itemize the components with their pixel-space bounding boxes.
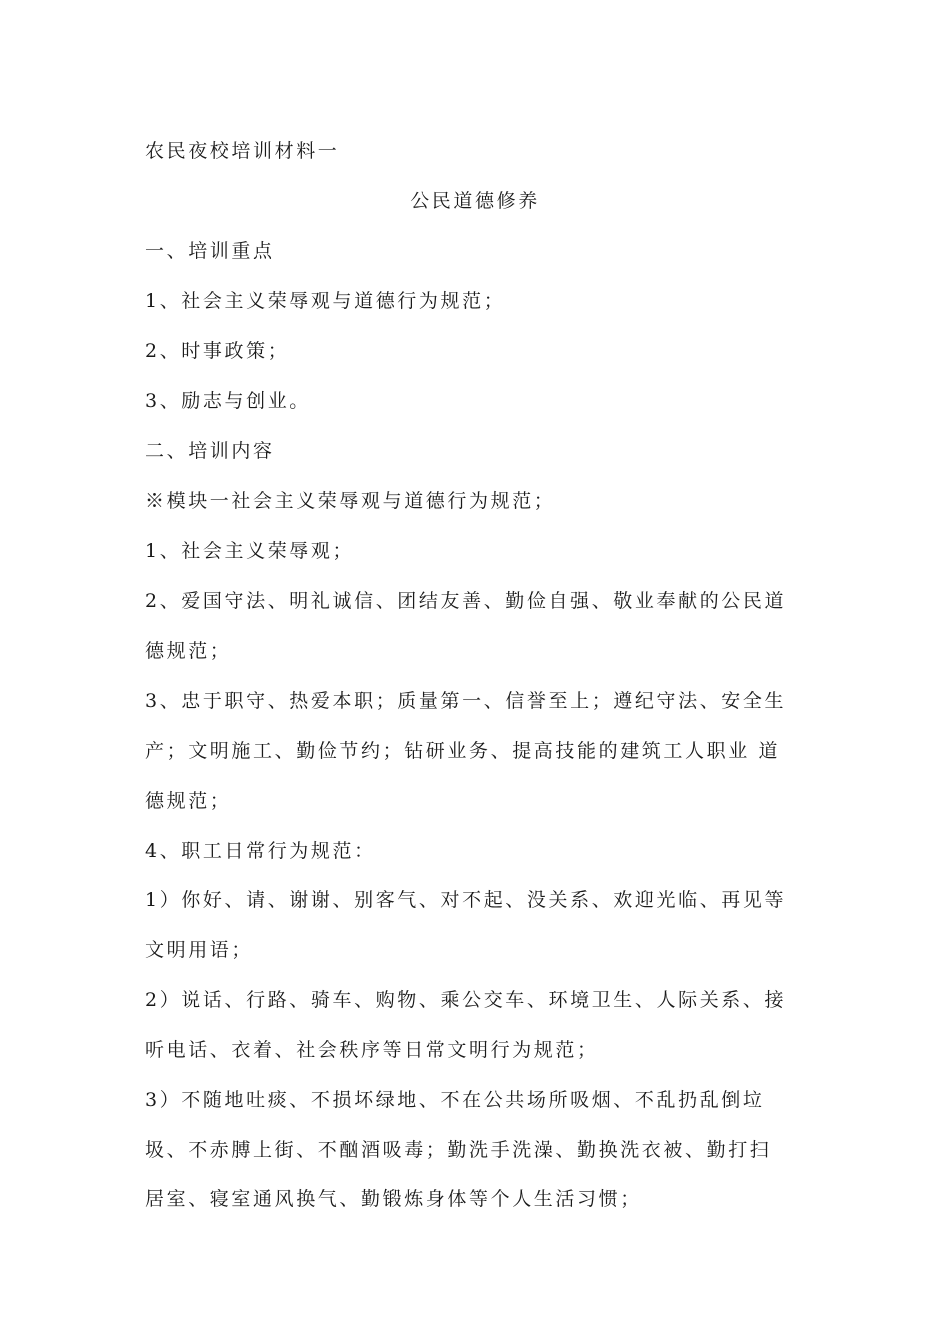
sub-item-3-line-1: 3）不随地吐痰、不损坏绿地、不在公共场所吸烟、不乱扔乱倒垃 [145, 1089, 765, 1111]
content-item-1: 1、社会主义荣辱观； [145, 540, 355, 562]
document-title: 公民道德修养 [410, 190, 540, 212]
sub-item-3-line-3: 居室、寝室通风换气、勤锻炼身体等个人生活习惯； [145, 1188, 642, 1210]
sub-item-1-line-2: 文明用语； [145, 939, 254, 961]
content-item-2-line-1: 2、爱国守法、明礼诚信、团结友善、勤俭自强、敬业奉献的公民道 [145, 590, 787, 612]
section1-item-2: 2、时事政策； [145, 340, 290, 362]
section2-heading: 二、培训内容 [145, 440, 275, 462]
content-item-2-line-2: 德规范； [145, 640, 232, 662]
content-item-3-line-2: 产；文明施工、勤俭节约；钻研业务、提高技能的建筑工人职业 道 [145, 740, 781, 762]
content-item-4: 4、职工日常行为规范： [145, 840, 376, 862]
section1-heading: 一、培训重点 [145, 240, 275, 262]
sub-item-3-line-2: 圾、不赤膊上街、不酗酒吸毒；勤洗手洗澡、勤换洗衣被、勤打扫 [145, 1139, 772, 1161]
content-item-3-line-3: 德规范； [145, 790, 232, 812]
module-title: ※模块一社会主义荣辱观与道德行为规范； [145, 490, 556, 512]
sub-item-1-line-1: 1）你好、请、谢谢、别客气、对不起、没关系、欢迎光临、再见等 [145, 889, 787, 911]
sub-item-2-line-2: 听电话、衣着、社会秩序等日常文明行为规范； [145, 1039, 599, 1061]
sub-item-2-line-1: 2）说话、行路、骑车、购物、乘公交车、环境卫生、人际关系、接 [145, 989, 787, 1011]
section1-item-3: 3、励志与创业。 [145, 390, 311, 412]
section1-item-1: 1、社会主义荣辱观与道德行为规范； [145, 290, 506, 312]
document-header: 农民夜校培训材料一 [145, 140, 340, 162]
content-item-3-line-1: 3、忠于职守、热爱本职；质量第一、信誉至上；遵纪守法、安全生 [145, 690, 787, 712]
